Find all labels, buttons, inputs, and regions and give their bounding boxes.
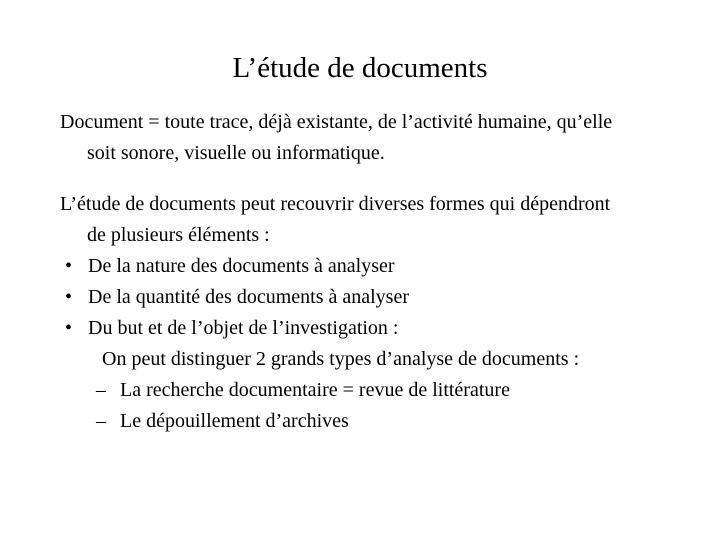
bullet-item-quantite: [60, 282, 700, 313]
definition-paragraph: [60, 107, 700, 169]
bullet-item-nature: [60, 251, 700, 282]
dash-item-recherche: [60, 375, 700, 406]
dash-text: La recherche documentaire = revue de littérature: [120, 379, 510, 401]
paragraph-spacer: [60, 169, 700, 189]
intro-line-2: de plusieurs éléments :: [87, 224, 270, 246]
dash-icon: –: [96, 410, 106, 432]
slide-body: [60, 107, 700, 437]
intro-paragraph: [60, 189, 700, 251]
bullet-text: De la quantité des documents à analyser: [88, 286, 409, 308]
bullet-text: Du but et de l’objet de l’investigation :: [88, 317, 399, 339]
definition-line-1: Document = toute trace, déjà existante, de l’activité humaine, qu’elle: [60, 111, 613, 133]
dash-item-depouillement: [60, 406, 700, 437]
bullet-item-but: [60, 313, 700, 344]
bullet-icon: •: [65, 255, 73, 277]
bullet-text: De la nature des documents à analyser: [88, 255, 395, 277]
sub-intro-text: On peut distinguer 2 grands types d’analyse de documents :: [102, 348, 580, 370]
bullet-icon: •: [65, 286, 73, 308]
slide-title: L’étude de documents: [232, 52, 488, 84]
definition-line-2: soit sonore, visuelle ou informatique.: [87, 142, 385, 164]
bullet-icon: •: [65, 317, 73, 339]
dash-text: Le dépouillement d’archives: [120, 410, 349, 432]
intro-line-1: L’étude de documents peut recouvrir diverses formes qui dépendront: [60, 193, 611, 215]
dash-icon: –: [96, 379, 106, 401]
